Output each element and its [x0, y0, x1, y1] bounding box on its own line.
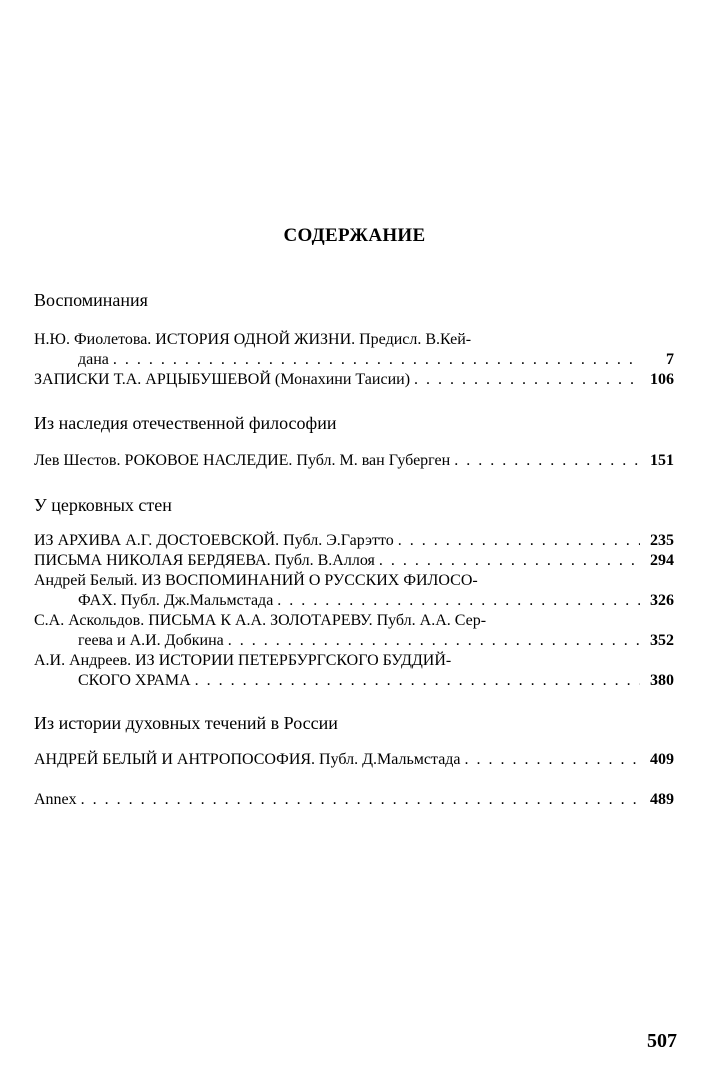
dot-leader [398, 531, 640, 551]
toc-page-number: 489 [650, 791, 674, 808]
toc-entry-title: Лев Шестов. РОКОВОЕ НАСЛЕДИЕ. Публ. М. ван Губерген [34, 452, 451, 469]
toc-entry-title: АНДРЕЙ БЕЛЫЙ И АНТРОПОСОФИЯ. Публ. Д.Мальмстада [34, 751, 461, 768]
toc-page-number: 380 [650, 672, 674, 689]
section-heading-spiritual-currents: Из истории духовных течений в России [34, 713, 338, 733]
section-heading-church-walls: У церковных стен [34, 495, 172, 515]
page-title: СОДЕРЖАНИЕ [283, 225, 426, 246]
toc-page-number: 294 [650, 552, 674, 569]
toc-page-number: 151 [650, 452, 674, 469]
dot-leader [454, 451, 640, 471]
toc-entry-fioletova[interactable] [34, 330, 674, 370]
toc-entry-title: Annex [34, 791, 77, 808]
toc-entry-andreev-buddhist-temple[interactable] [34, 651, 674, 691]
toc-page-number: 352 [650, 632, 674, 649]
dot-leader [414, 370, 640, 390]
toc-entry-bely-memoirs[interactable] [34, 571, 674, 611]
toc-entry-title: ПИСЬМА НИКОЛАЯ БЕРДЯЕВА. Публ. В.Аллоя [34, 552, 375, 569]
dot-leader [81, 790, 640, 810]
toc-page-number: 106 [650, 371, 674, 388]
toc-entry-title-continued: ФАХ. Публ. Дж.Мальмстада [78, 592, 274, 609]
toc-entry-title: Н.Ю. Фиолетова. ИСТОРИЯ ОДНОЙ ЖИЗНИ. Предисл. В.Кей- [34, 331, 472, 348]
toc-entry-title-continued: СКОГО ХРАМА [78, 672, 191, 689]
page-number: 507 [647, 1030, 677, 1052]
toc-page-number: 235 [650, 532, 674, 549]
toc-entry-title: С.А. Аскольдов. ПИСЬМА К А.А. ЗОЛОТАРЕВУ. Публ. А.А. Сер- [34, 612, 487, 629]
toc-page-number: 409 [650, 751, 674, 768]
toc-page-number: 326 [650, 592, 674, 609]
toc-entry-title: ИЗ АРХИВА А.Г. ДОСТОЕВСКОЙ. Публ. Э.Гарэтто [34, 532, 394, 549]
dot-leader [195, 671, 640, 691]
dot-leader [379, 551, 640, 571]
toc-page-number: 7 [666, 351, 674, 368]
toc-entry-title: А.И. Андреев. ИЗ ИСТОРИИ ПЕТЕРБУРГСКОГО БУДДИЙ- [34, 652, 452, 669]
toc-entry-shestov[interactable] [34, 451, 674, 471]
toc-entry-title: ЗАПИСКИ Т.А. АРЦЫБУШЕВОЙ (Монахини Таисии) [34, 371, 411, 388]
toc-entry-berdyaev-letters[interactable] [34, 551, 674, 571]
toc-entry-bely-anthroposophy[interactable] [34, 750, 674, 770]
toc-entry-artsybusheva[interactable] [34, 370, 674, 390]
section-heading-memoirs: Воспоминания [34, 290, 148, 310]
dot-leader [228, 631, 640, 651]
toc-entry-askoldov-letters[interactable] [34, 611, 674, 651]
dot-leader [277, 591, 640, 611]
toc-entry-dostoevskaya-archive[interactable] [34, 531, 674, 551]
toc-entry-title: Андрей Белый. ИЗ ВОСПОМИНАНИЙ О РУССКИХ ФИЛОСО- [34, 572, 478, 589]
toc-entry-title-continued: геева и А.И. Добкина [78, 632, 224, 649]
toc-entry-title-continued: дана [78, 351, 109, 368]
dot-leader [113, 350, 640, 370]
dot-leader [465, 750, 640, 770]
toc-entry-annex[interactable] [34, 790, 674, 810]
section-heading-philosophy-heritage: Из наследия отечественной философии [34, 413, 337, 433]
